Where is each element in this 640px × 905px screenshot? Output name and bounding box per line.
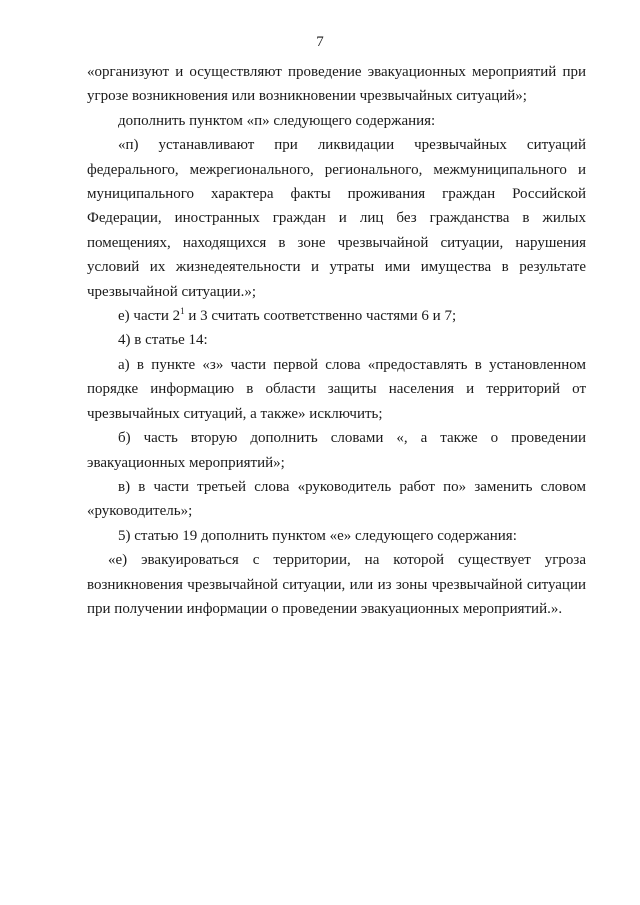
paragraph-article-14-v: в) в части третьей слова «руководитель работ по» заменить словом «руководитель»;	[87, 478, 586, 520]
paragraph-article-14: 4) в статье 14:	[118, 332, 208, 349]
paragraph-item-p-text: «п) устанавливают при ликвидации чрезвычайных ситуаций федерального, межрегионального, регионального, межмуниципального и муниципального характера факты проживания граждан Российской Федерации, иностранных граждан и лиц без гражданства в жилых помещениях, находящихся в зоне чрезвычайной ситуации, нарушения условий их жизнедеятельности и утраты ими имущества в результате чрезвычайной ситуации.»;	[87, 137, 586, 300]
paragraph-evacuation-clause: «организуют и осуществляют проведение эвакуационных мероприятий при угрозе возникновения или возникновении чрезвычайных ситуаций»;	[87, 64, 586, 105]
paragraph-item-e-renumber	[87, 304, 586, 328]
renumber-text-start: е) части 2	[118, 308, 181, 325]
paragraph-article-14-b: б) часть вторую дополнить словами «, а также о проведении эвакуационных мероприятий»;	[87, 430, 586, 471]
paragraph-article-19: 5) статью 19 дополнить пунктом «е» следующего содержания:	[118, 527, 517, 544]
document-body	[87, 60, 586, 621]
renumber-superscript: 1	[180, 306, 185, 317]
paragraph-add-item-p: дополнить пунктом «п» следующего содержания:	[118, 112, 436, 129]
paragraph-article-19-e: «е) эвакуироваться с территории, на которой существует угроза возникновения чрезвычайной ситуации, или из зоны чрезвычайной ситуации при получении информации о проведении эвакуационных мероприятий.».	[87, 552, 586, 617]
paragraph-article-14-a: а) в пункте «з» части первой слова «предоставлять в установленном порядке информацию в области защиты населения и территорий от чрезвычайных ситуаций, а также» исключить;	[87, 356, 586, 422]
renumber-text-end: и 3 считать соответственно частями 6 и 7;	[184, 308, 457, 325]
page-number: 7	[316, 34, 324, 50]
